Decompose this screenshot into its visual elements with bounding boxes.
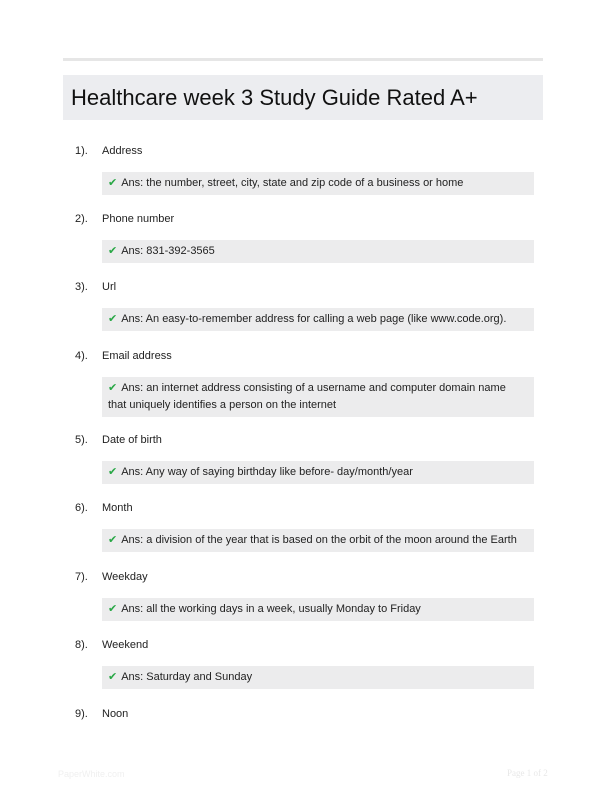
question-number: 5).: [75, 434, 88, 446]
answer-text: Ans: an internet address consisting of a username and computer domain name that uniquely identifies a person on the internet: [108, 382, 506, 411]
check-icon: ✔: [108, 671, 118, 683]
answer-box: [102, 377, 534, 417]
question-text: Weekday: [102, 571, 148, 583]
question-number: 1).: [75, 145, 88, 157]
answer-box: [102, 529, 534, 552]
answer-text: Ans: Saturday and Sunday: [121, 671, 253, 683]
question-text: Noon: [102, 708, 129, 720]
answer-box: [102, 172, 534, 195]
question-number: 7).: [75, 571, 88, 583]
answer-text: Ans: Any way of saying birthday like before- day/month/year: [121, 466, 413, 478]
check-icon: ✔: [108, 534, 118, 546]
question-text: Month: [102, 502, 133, 514]
page-number: Page 1 of 2: [507, 768, 548, 778]
question-number: 8).: [75, 639, 88, 651]
answer-text: Ans: a division of the year that is based on the orbit of the moon around the Earth: [121, 534, 517, 546]
answer-text: Ans: 831-392-3565: [121, 245, 215, 257]
question-text: Url: [102, 281, 117, 293]
answer-box: [102, 240, 534, 263]
question-number: 2).: [75, 213, 88, 225]
check-icon: ✔: [108, 603, 118, 615]
question-number: 9).: [75, 708, 88, 720]
question-text: Weekend: [102, 639, 149, 651]
question-text: Address: [102, 145, 143, 157]
answer-box: [102, 666, 534, 689]
question-number: 4).: [75, 350, 88, 362]
answer-text: Ans: the number, street, city, state and zip code of a business or home: [121, 177, 464, 189]
page-title: Healthcare week 3 Study Guide Rated A+: [71, 85, 478, 110]
answer-box: [102, 308, 534, 331]
question-number: 6).: [75, 502, 88, 514]
footer-watermark: PaperWhite.com: [58, 769, 125, 779]
question-text: Phone number: [102, 213, 175, 225]
title-box: [63, 75, 543, 120]
check-icon: ✔: [108, 177, 118, 189]
check-icon: ✔: [108, 382, 118, 394]
check-icon: ✔: [108, 313, 118, 325]
answer-text: Ans: An easy-to-remember address for calling a web page (like www.code.org).: [121, 313, 507, 325]
question-text: Date of birth: [102, 434, 162, 446]
answer-text: Ans: all the working days in a week, usually Monday to Friday: [121, 603, 421, 615]
question-number: 3).: [75, 281, 88, 293]
check-icon: ✔: [108, 466, 118, 478]
top-divider: [63, 58, 543, 61]
answer-box: [102, 598, 534, 621]
question-text: Email address: [102, 350, 172, 362]
check-icon: ✔: [108, 245, 118, 257]
answer-box: [102, 461, 534, 484]
